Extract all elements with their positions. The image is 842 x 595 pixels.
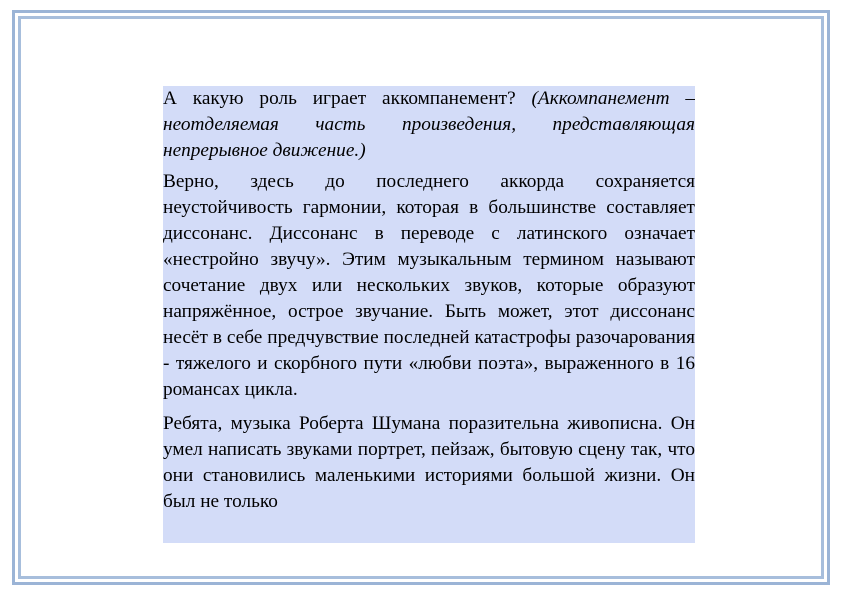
paragraph-dissonance: Верно, здесь до последнего аккорда сохраняется неустойчивость гармонии, которая в большинстве составляет диссонанс. Диссонанс в переводе с латинского означает «нестройно звучу». Этим музыкальным термином называют сочетание двух или нескольких звуков, которые образуют напряжённое, острое звучание. Быть может, этот диссонанс несёт в себе предчувствие последней катастрофы разочарования - тяжелого и скорбного пути «любви поэта», выраженного в 16 романсах цикла. bbox=[163, 171, 695, 400]
question-text: А какую роль играет аккомпанемент? bbox=[163, 88, 516, 109]
paragraph-schumann: Ребята, музыка Роберта Шумана поразительна живописна. Он умел написать звуками портрет, пейзаж, бытовую сцену так, что они становились маленькими историями большой жизни. Он был не только bbox=[163, 413, 695, 512]
paragraph-question bbox=[163, 86, 695, 164]
answer-text: (Аккомпанемент – неотделяемая часть произведения, представляющая непрерывное движение.) bbox=[163, 88, 695, 161]
text-block bbox=[163, 86, 695, 543]
